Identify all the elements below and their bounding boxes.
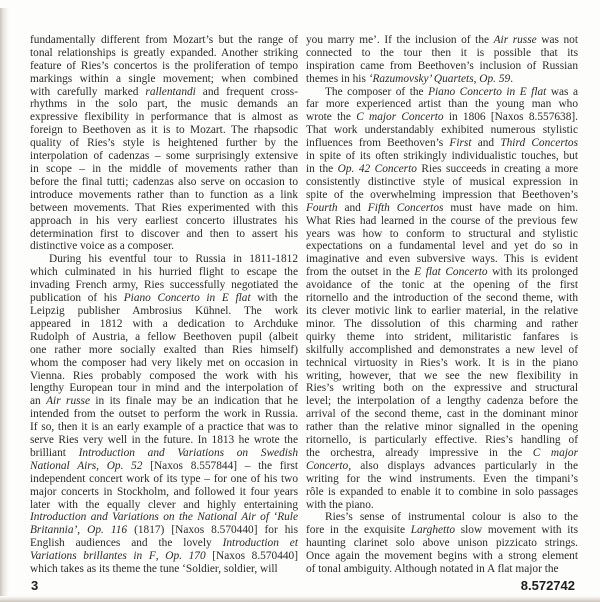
italic-text: Larghetto: [410, 524, 456, 537]
italic-text: Piano Concerto in E flat: [123, 292, 251, 305]
paragraph: [30, 253, 298, 576]
text-line: [30, 228, 298, 241]
text-line: [30, 318, 298, 331]
text-run: imaginative and even subversive ways. This is evident: [306, 253, 578, 266]
text-line: [306, 124, 578, 137]
text-line: [306, 47, 578, 60]
text-run: consistently distinctive style of musical expression in: [306, 175, 578, 188]
text-run: avoidance of the tonic at the opening of the first: [306, 279, 578, 292]
italic-text: C major Concerto: [356, 111, 444, 124]
text-run: rather than the relative minor signalled in the opening: [306, 421, 578, 434]
text-line: [30, 124, 298, 137]
text-line: [306, 550, 578, 563]
text-run: you marry me’. If the inclusion of the: [306, 33, 494, 46]
text-line: [306, 563, 578, 576]
text-line: [30, 499, 298, 512]
text-line: [306, 408, 578, 421]
italic-text: Third Concertos: [500, 137, 578, 150]
text-line: [30, 292, 298, 305]
text-line: [30, 279, 298, 292]
text-run: connected to the tour then it is possible that its: [306, 46, 578, 59]
italic-text: Op. 116: [87, 524, 128, 537]
text-line: [306, 357, 578, 370]
text-line: [30, 189, 298, 202]
text-line: [30, 434, 298, 447]
text-line: [30, 73, 298, 86]
italic-text: First: [449, 137, 472, 150]
text-run: writing, however, that we see the new flexibility in: [306, 369, 578, 382]
text-run: the orchestra, already impressive in the: [306, 446, 533, 459]
italic-text: Fourth: [306, 201, 338, 214]
text-run: foreign to Beethoven as it is to Mozart. The rhapsodic: [30, 124, 298, 137]
italic-text: Op. 42 Concerto: [337, 163, 417, 175]
text-line: [306, 511, 578, 524]
text-run: which culminated in his hurried flight to escape the: [30, 266, 298, 279]
text-run: ritornello and the introduction of the second theme, with: [306, 292, 578, 305]
text-run: ,: [96, 459, 107, 472]
text-run: wrote the: [306, 111, 357, 124]
text-run: Leipzig publisher Ambrosius Kühnel. The work: [30, 304, 298, 317]
text-run: [Naxos 8.570440]: [205, 550, 298, 563]
text-line: [306, 176, 578, 189]
text-line: [306, 537, 578, 550]
text-run: in 1806 [Naxos 8.557638].: [443, 111, 578, 124]
paragraph: [306, 86, 578, 512]
italic-text: Concerto: [306, 459, 349, 472]
text-run: (1817) [Naxos 8.570440] for his: [127, 524, 298, 537]
text-line: [306, 292, 578, 305]
text-line: [30, 460, 298, 473]
text-line: [30, 60, 298, 73]
italic-text: Op. 59: [479, 72, 511, 85]
text-run: influences from Beethoven’s: [306, 137, 450, 150]
text-run: slow movement with its: [455, 524, 578, 537]
text-line: [30, 421, 298, 434]
text-run: , also displays advances particularly in the: [348, 459, 578, 472]
italic-text: Britannia’: [30, 524, 78, 537]
text-run: themes in his: [306, 72, 369, 85]
text-run: Rudolph of Austria, a fellow Beethoven pupil (albeit: [30, 330, 298, 343]
text-run: which takes as its theme the tune ‘Soldier, soldier, will: [30, 563, 278, 576]
text-run: must have made on him.: [443, 201, 578, 214]
italic-text: Air russe: [493, 33, 537, 46]
text-run: in its finale may be an indication that he: [89, 395, 298, 408]
text-line: [306, 73, 578, 86]
text-line: [306, 279, 578, 292]
text-run: years was how to conform to structural and stylistic: [306, 227, 578, 240]
text-line: [30, 370, 298, 383]
text-run: ,: [155, 550, 166, 563]
text-run: and frequent cross-: [195, 85, 298, 98]
text-run: If so, then it is an early example of a practice that was to: [30, 421, 298, 434]
italic-text: E flat Concerto: [414, 266, 488, 279]
paragraph: [30, 34, 298, 253]
text-line: [30, 395, 298, 408]
text-line: [30, 150, 298, 163]
text-line: [30, 344, 298, 357]
text-line: [30, 176, 298, 189]
text-run: skilfully accomplished and demonstrates a new level of: [306, 343, 578, 356]
text-run: .: [510, 72, 514, 85]
italic-text: ‘Razumovsky’ Quartets: [368, 72, 474, 85]
text-run: quality of Ries’s style is heightened further by the: [30, 137, 298, 150]
text-run: minor. The dissolution of this charming and rather: [306, 317, 578, 330]
text-run: Ries’s writing both on the expressive and structural: [306, 382, 578, 395]
text-run: haunting clarinet solo above unison pizzicato strings.: [306, 537, 578, 550]
text-run: and: [471, 137, 501, 150]
text-run: What Ries had learned in the course of the previous few: [306, 214, 578, 227]
paragraph: [306, 511, 578, 576]
text-run: technical virtuosity in Ries’s work. It is in the piano: [306, 356, 578, 369]
text-line: [306, 460, 578, 473]
text-run: expectations on a fundamental level and yet do so in: [306, 240, 578, 253]
right-text-column: [306, 34, 578, 576]
text-run: an: [30, 395, 47, 408]
text-run: its clever motivic link to earlier material, in the relative: [306, 304, 578, 317]
text-run: publication of his: [30, 292, 124, 305]
text-run: far more experienced artist than the young man who: [306, 98, 578, 111]
text-run: level; the interpolation of a lengthy cadenza before the: [306, 395, 578, 408]
text-run: with the piano.: [306, 498, 374, 511]
italic-text: Introduction and Variations on the National Air of ‘Rule: [30, 511, 298, 524]
text-line: [30, 563, 298, 576]
text-line: [30, 382, 298, 395]
text-run: expressive flexibility in performance that is almost as: [30, 111, 298, 124]
text-line: [30, 98, 298, 111]
page-bottom-edge: [0, 596, 600, 602]
italic-text: Variations brillantes in F: [30, 550, 156, 563]
text-run: inspiration came from Beethoven’s inclusion of Russian: [306, 59, 578, 72]
text-run: ,: [473, 72, 480, 85]
text-run: in the: [306, 163, 338, 175]
text-line: [306, 305, 578, 318]
text-run: Ries’s sense of instrumental colour is also to the: [325, 511, 578, 524]
text-line: [306, 318, 578, 331]
text-line: [306, 111, 578, 124]
text-run: Ries succeeds in creating a more: [416, 163, 578, 175]
text-line: [306, 86, 578, 99]
text-line: [306, 395, 578, 408]
text-run: whom the composer had very likely met on occasion in: [30, 356, 298, 369]
text-run: lengthy European tour in mind and the interpolation of: [30, 382, 298, 395]
text-run: rhythms in the solo part, the music demands an: [30, 98, 298, 111]
text-run: arrival of the second theme, cast in the dominant minor: [306, 408, 578, 421]
text-run: interpolation of cadenzas – some surprisingly extensive: [30, 150, 298, 163]
text-line: [30, 486, 298, 499]
text-line: [306, 266, 578, 279]
text-line: [30, 86, 298, 99]
text-line: [306, 228, 578, 241]
italic-text: Op. 170: [165, 550, 206, 563]
text-line: [306, 163, 578, 176]
text-run: Vienna. Ries probably composed the work with his: [30, 369, 298, 382]
text-run: During his eventful tour to Russia in 1811-1812: [49, 253, 298, 266]
text-run: brilliant: [30, 446, 79, 459]
text-line: [30, 111, 298, 124]
text-line: [306, 447, 578, 460]
text-line: [306, 370, 578, 383]
text-run: serve Ries very well in the future. In 1813 he wrote the: [30, 434, 298, 447]
text-line: [30, 253, 298, 266]
text-line: [30, 202, 298, 215]
text-line: [306, 215, 578, 228]
text-run: The composer of the: [325, 85, 429, 98]
text-line: [306, 344, 578, 357]
text-run: and: [337, 201, 368, 214]
text-run: invading French army, Ries successfully negotiated the: [30, 279, 298, 292]
text-run: distinctive voice as a composer.: [30, 240, 174, 253]
text-line: [306, 240, 578, 253]
text-run: fundamentally different from Mozart’s but the range of: [30, 33, 298, 46]
text-line: [30, 305, 298, 318]
text-line: [30, 215, 298, 228]
text-run: ritornello, is particularly effective. Ries’s handling of: [306, 434, 578, 447]
text-line: [306, 202, 578, 215]
text-run: in scope – in the middle of movements rather than: [30, 163, 298, 175]
text-line: [30, 524, 298, 537]
text-line: [306, 434, 578, 447]
italic-text: National Airs: [30, 459, 97, 472]
text-run: between movements. That Ries experimented with this: [30, 201, 298, 214]
text-line: [306, 486, 578, 499]
page-number: 3: [31, 578, 39, 593]
text-line: [306, 253, 578, 266]
text-run: was a: [546, 85, 578, 98]
text-line: [30, 408, 298, 421]
italic-text: rallentandi: [145, 85, 196, 98]
text-run: Once again the movement begins with a strong element: [306, 550, 578, 563]
text-run: in spite of its often strikingly individualistic touches, but: [306, 150, 578, 163]
italic-text: Air russe: [46, 395, 90, 408]
text-run: That work understandably exhibited numerous stylistic: [306, 124, 578, 137]
text-run: one rather more socially exalted than Ries himself): [30, 343, 298, 356]
text-run: from the outset in the: [306, 266, 415, 279]
text-line: [30, 163, 298, 176]
text-run: with its prolonged: [487, 266, 578, 279]
text-run: markings within a single movement; when combined: [30, 72, 298, 85]
text-line: [306, 150, 578, 163]
text-run: approach in his very earliest concerto illustrates his: [30, 214, 298, 227]
text-line: [306, 137, 578, 150]
text-line: [306, 499, 578, 512]
catalogue-number: 8.572742: [520, 578, 575, 593]
text-run: English audiences and the lovely: [30, 537, 223, 550]
text-line: [306, 382, 578, 395]
text-run: rôle is expanded to enable it to combine in solo passages: [306, 485, 578, 498]
text-run: with carefully marked: [30, 85, 146, 98]
text-run: fore in the exquisite: [306, 524, 411, 537]
text-run: before the final tutti; cadenzas also serve on occasion to: [30, 175, 298, 188]
text-run: ,: [77, 524, 88, 537]
text-run: quirky theme into strident, militaristic fanfares is: [306, 330, 578, 343]
text-line: [306, 524, 578, 537]
text-run: tonal relationships is greatly expanded. Another striking: [30, 46, 298, 59]
text-line: [306, 189, 578, 202]
text-line: [30, 240, 298, 253]
text-run: [Naxos 8.557844] – the first: [142, 459, 298, 472]
paragraph: [306, 34, 578, 86]
text-line: [306, 473, 578, 486]
left-text-column: [30, 34, 298, 576]
text-line: [30, 357, 298, 370]
text-line: [306, 60, 578, 73]
text-line: [306, 331, 578, 344]
text-line: [30, 537, 298, 550]
text-line: [30, 511, 298, 524]
text-run: later with the equally clever and highly entertaining: [30, 498, 298, 511]
text-run: independent concert work of its type – for one of his two: [30, 472, 298, 485]
italic-text: Fifth Concertos: [367, 201, 444, 214]
text-run: appeared in 1812 with a dedication to Archduke: [30, 317, 298, 330]
text-line: [30, 47, 298, 60]
text-run: introduce movements rather than to function as a link: [30, 188, 298, 201]
text-line: [306, 34, 578, 47]
text-line: [30, 137, 298, 150]
page-binding-shadow: [0, 8, 9, 598]
text-line: [30, 266, 298, 279]
text-run: writing for the wind instruments. Even the timpani’s: [306, 472, 578, 485]
italic-text: C major: [532, 446, 578, 459]
italic-text: Introduction and Variations on Swedish: [78, 446, 298, 459]
text-line: [30, 34, 298, 47]
text-line: [306, 421, 578, 434]
text-run: of tonal ambiguity. Although notated in A flat major the: [306, 563, 559, 576]
text-line: [30, 473, 298, 486]
italic-text: Piano Concerto in E flat: [428, 85, 547, 98]
italic-text: Op. 52: [106, 459, 143, 472]
text-line: [30, 550, 298, 563]
text-line: [30, 447, 298, 460]
italic-text: Introduction et: [222, 537, 298, 550]
text-run: major concerts in Stockholm, and followed it four years: [30, 485, 298, 498]
text-run: intended from the outset to perform the work in Russia.: [30, 408, 298, 421]
text-run: spite of the overwhelming impression that Beethoven’s: [306, 188, 578, 201]
text-line: [306, 98, 578, 111]
text-run: feature of Ries’s concertos is the proliferation of tempo: [30, 59, 298, 72]
text-line: [30, 331, 298, 344]
text-run: determination first to discover and then to assert his: [30, 227, 298, 240]
text-run: with the: [250, 292, 298, 305]
text-run: was not: [536, 33, 578, 46]
